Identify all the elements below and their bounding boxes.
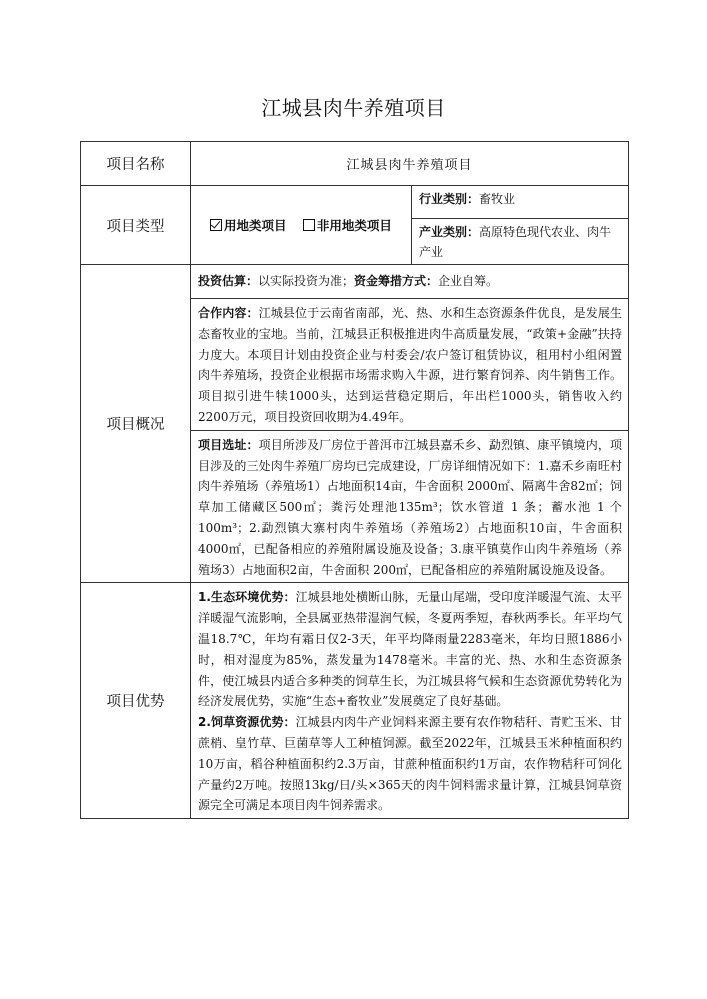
industry-category: 行业类别：畜牧业 [412,186,629,219]
label-advantages: 项目优势 [81,583,191,819]
page-title: 江城县肉牛养殖项目 [261,96,446,120]
label-project-type: 项目类型 [81,186,191,265]
forage-advantage: 2.饲草资源优势：江城县内肉牛产业饲料来源主要有农作物秸秆、青贮玉米、甘蔗梢、皇竹草、巨菌草等人工种植饲源。截至2022年，江城县玉米种植面积约10万亩，稻谷种植面积约2.3万亩，甘蔗种植面积约1万亩，农作物秸秆可饲化产量约2万吨。按照13kg/日/头×365天的肉牛饲料需求量计算，江城县饲草资源完全可满足本项目肉牛饲养需求。 [198,715,623,813]
eco-advantage: 1.生态环境优势：江城县地处横断山脉，无量山尾端，受印度洋暖湿气流、太平洋暖湿气流影响，全县属亚热带湿润气候，冬夏两季短，春秋两季长。年平均气温18.7℃，年均有霜日仅2-3天，年平均降雨量2283毫米，年均日照1886小时，相对湿度为85%，蒸发量为1478毫米。丰富的光、热、水和生态资源条件，使江城县内适合多种类的饲草生长，为江城县将气候和生态资源优势转化为经济发展优势，实施“生态+畜牧业”发展奠定了良好基础。 [198,590,623,709]
site-selection: 项目选址：项目所涉及厂房位于普洱市江城县嘉禾乡、勐烈镇、康平镇境内，项目涉及的三处肉牛养殖厂房均已完成建设，厂房详细情况如下：1.嘉禾乡南旺村肉牛养殖场（养殖场1）占地面积14亩，牛舍面积 2000㎡、隔离牛舍82㎡；饲草加工储藏区500㎡；粪污处理池135m³；饮水管道 1 条；蓄水池 1 个100m³；2.勐烈镇大寨村肉牛养殖场（养殖场2）占地面积10亩，牛舍面积 4000㎡，已配备相应的养殖附属设施及设备；3.康平镇莫作山肉牛养殖场（养殖场3）占地面积2亩，牛舍面积 200㎡，已配备相应的养殖附属设施及设备。 [191,430,629,583]
option-land: 用地类项目 [210,218,287,233]
value-project-name: 江城县肉牛养殖项目 [191,142,629,186]
project-table [80,141,629,819]
label-overview: 项目概况 [81,265,191,583]
cooperation-content: 合作内容：江城县位于云南省南部，光、热、水和生态资源条件优良，是发展生态畜牧业的宝地。当前，江城县正积极推进肉牛高质量发展，“政策+金融”扶持力度大。本项目计划由投资企业与村委会/农户签订租赁协议，租用村小组闲置肉牛养殖场，投资企业根据市场需求购入牛源，进行繁育饲养、肉牛销售工作。项目拟引进牛犊1000头，达到运营稳定期后，年出栏1000头，销售收入约2200万元，项目投资回收期为4.49年。 [191,299,629,431]
investment-line: 投资估算：以实际投资为准；资金筹措方式：企业自筹。 [191,265,629,299]
row-project-type [81,186,629,219]
checkbox-checked-icon [210,219,222,231]
label-project-name: 项目名称 [81,142,191,186]
row-overview-invest [81,265,629,299]
project-type-options [191,186,412,265]
sector-category: 产业类别：高原特色现代农业、肉牛产业 [412,219,629,265]
checkbox-empty-icon [303,219,315,231]
row-advantages [81,583,629,819]
option-nonland: 非用地类项目 [303,218,392,233]
row-project-name [81,142,629,186]
advantages-content [191,583,629,819]
